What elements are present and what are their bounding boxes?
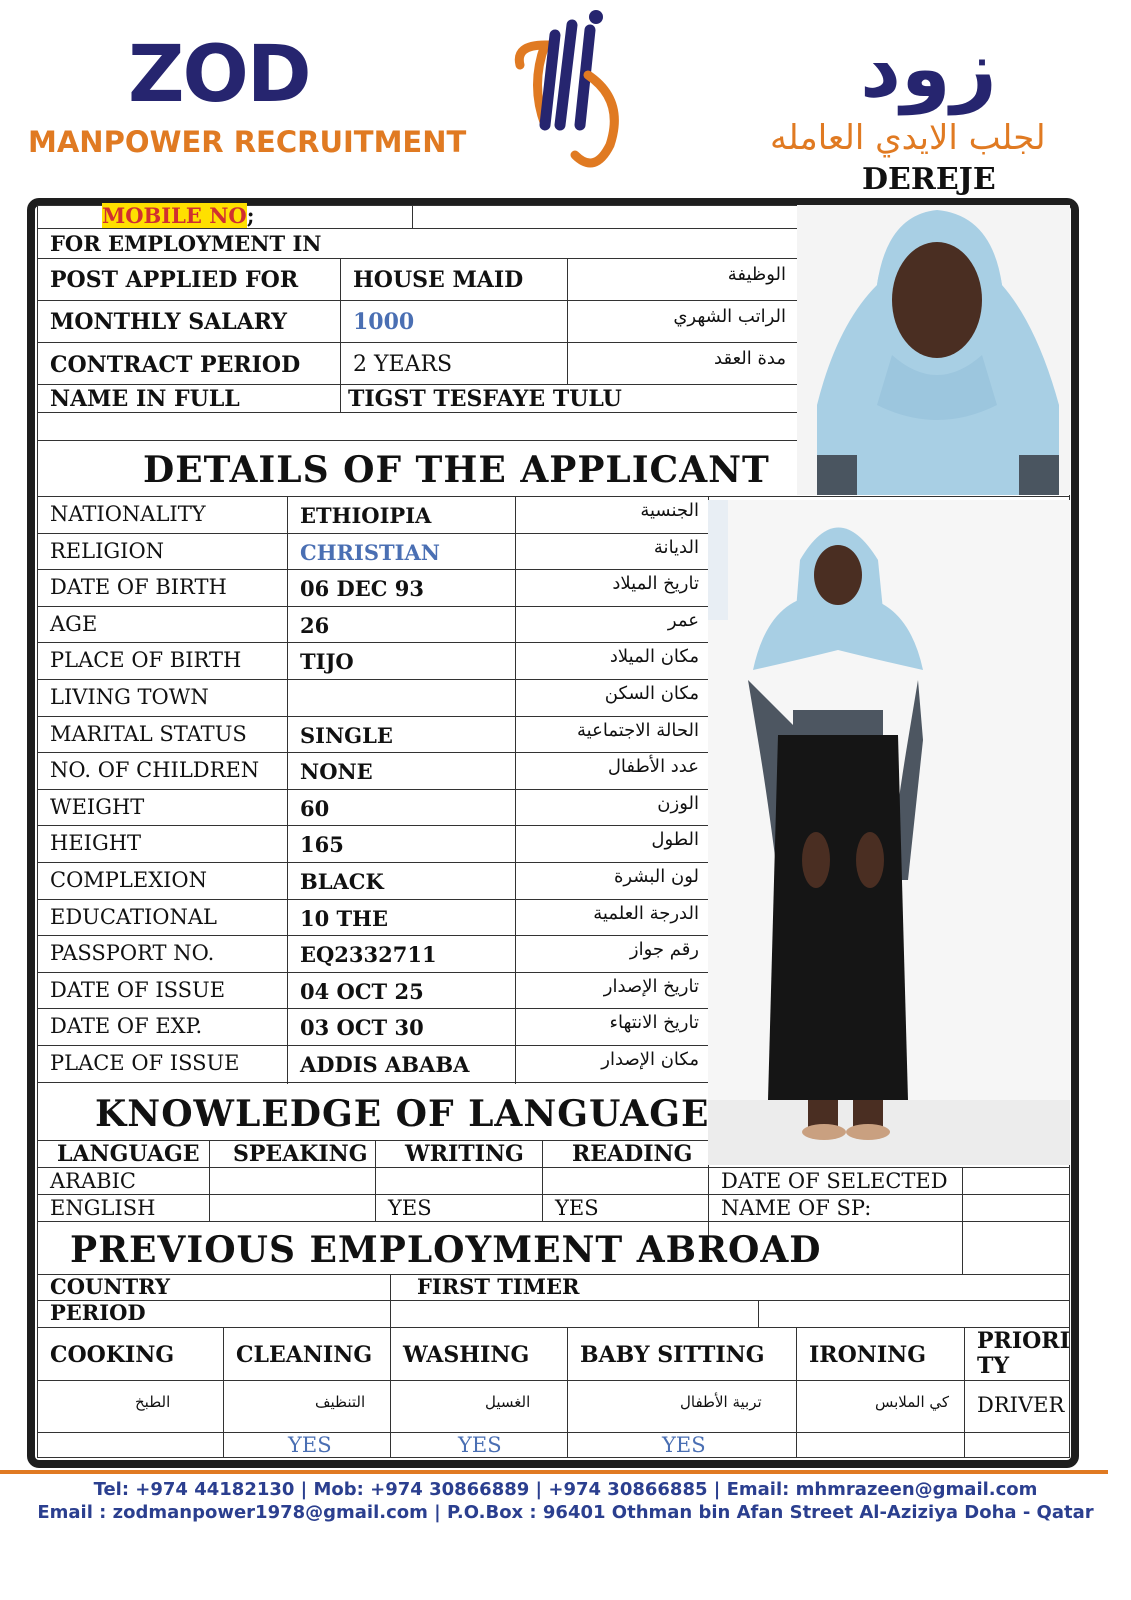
priority-label-1: PRIORI: [977, 1328, 1070, 1354]
detail-label: PASSPORT NO.: [50, 941, 215, 966]
lang-english: ENGLISH: [50, 1196, 156, 1220]
detail-label-ar: مكان الميلاد: [609, 646, 699, 668]
lang-arabic: ARABIC: [50, 1169, 136, 1193]
detail-label: PLACE OF BIRTH: [50, 648, 242, 673]
portrait-photo: [797, 205, 1070, 495]
detail-value: CHRISTIAN: [300, 539, 440, 565]
skill-ironing: IRONING: [809, 1342, 927, 1368]
footer-contact-line: Tel: +974 44182130 | Mob: +974 30866889 | +974 30866885 | Email: mhmrazeen@gmail.com: [93, 1479, 1038, 1500]
detail-label: RELIGION: [50, 538, 165, 563]
skill-washing: WASHING: [403, 1342, 530, 1368]
detail-label: NATIONALITY: [50, 502, 206, 526]
brand-arabic-subtitle: لجلب الايدي العامله: [770, 118, 1046, 158]
detail-label: NO. OF CHILDREN: [50, 758, 260, 783]
detail-label-ar: تاريخ الإصدار: [603, 975, 699, 997]
country-value: FIRST TIMER: [417, 1274, 580, 1299]
company-logo-icon: [500, 5, 640, 175]
detail-label: WEIGHT: [50, 794, 145, 819]
detail-label-ar: عمر: [667, 609, 699, 631]
detail-label-ar: لون البشرة: [613, 866, 699, 887]
skill-ironing-ar: كي الملابس: [875, 1393, 950, 1411]
footer-divider: [0, 1470, 1108, 1474]
priority-value: DRIVER: [977, 1393, 1065, 1417]
detail-label-ar: الحالة الاجتماعية: [577, 719, 699, 741]
detail-label-ar: عدد الأطفال: [607, 756, 699, 778]
detail-label: DATE OF EXP.: [50, 1014, 203, 1039]
agent-name: DEREJE: [862, 162, 996, 197]
language-title: KNOWLEDGE OF LANGUAGE: [95, 1093, 710, 1135]
detail-value: EQ2332711: [300, 942, 437, 968]
priority-label-2: TY: [977, 1353, 1010, 1379]
detail-label-ar: الديانة: [653, 536, 699, 558]
skill-baby-sitting-ar: تربية الأطفال: [680, 1393, 762, 1411]
detail-label: DATE OF BIRTH: [50, 575, 227, 600]
detail-value: 03 OCT 30: [300, 1015, 424, 1041]
salary-label: MONTHLY SALARY: [50, 309, 288, 335]
contract-label: CONTRACT PERIOD: [50, 352, 301, 378]
detail-value: 26: [300, 612, 330, 638]
skill-cleaning-ar: التنظيف: [315, 1393, 366, 1411]
detail-label: PLACE OF ISSUE: [50, 1051, 240, 1075]
brand-subtitle: MANPOWER RECRUITMENT: [28, 125, 467, 159]
english-reading: YES: [555, 1196, 599, 1220]
skill-washing-ar: الغسيل: [485, 1393, 531, 1411]
detail-label-ar: مكان السكن: [604, 683, 699, 704]
detail-value: 165: [300, 832, 344, 858]
detail-label: DATE OF ISSUE: [50, 977, 226, 1002]
detail-label-ar: الطول: [651, 829, 699, 851]
detail-label-ar: الدرجة العلمية: [593, 902, 699, 924]
skill-cooking-ar: الطبخ: [135, 1393, 171, 1411]
detail-label: AGE: [50, 611, 98, 636]
baby-sitting-yes: YES: [662, 1433, 706, 1457]
name-label: NAME IN FULL: [50, 386, 240, 412]
detail-value: 06 DEC 93: [300, 576, 425, 602]
mobile-label: MOBILE NO;: [102, 203, 255, 228]
detail-value: ETHIOIPIA: [300, 503, 432, 528]
name-sp-label: NAME OF SP:: [721, 1196, 872, 1220]
previous-title: PREVIOUS EMPLOYMENT ABROAD: [70, 1229, 822, 1271]
skill-baby-sitting: BABY SITTING: [580, 1342, 765, 1368]
full-body-photo: [708, 500, 1070, 1165]
detail-label-ar: الوزن: [657, 792, 699, 814]
detail-value: ADDIS ABABA: [300, 1052, 470, 1077]
period-label: PERIOD: [50, 1300, 146, 1325]
skill-cooking: COOKING: [50, 1342, 175, 1368]
country-label: COUNTRY: [50, 1274, 170, 1299]
detail-value: BLACK: [300, 869, 384, 894]
post-applied-label: POST APPLIED FOR: [50, 267, 299, 293]
detail-value: 60: [300, 795, 330, 821]
detail-label: LIVING TOWN: [50, 685, 209, 709]
lang-header-language: LANGUAGE: [57, 1141, 200, 1167]
contract-value: 2 YEARS: [353, 352, 453, 377]
washing-yes: YES: [458, 1433, 502, 1457]
detail-value: NONE: [300, 759, 373, 785]
detail-label: COMPLEXION: [50, 868, 208, 892]
details-title: DETAILS OF THE APPLICANT: [143, 449, 770, 491]
salary-ar: الراتب الشهري: [673, 306, 786, 327]
detail-value: SINGLE: [300, 722, 393, 748]
salary-value: 1000: [353, 309, 415, 335]
lang-header-writing: WRITING: [405, 1141, 524, 1167]
name-value: TIGST TESFAYE TULU: [348, 386, 622, 412]
detail-label: EDUCATIONAL: [50, 904, 217, 929]
detail-label: HEIGHT: [50, 831, 142, 856]
brand-arabic: زود: [860, 22, 997, 115]
post-applied-ar: الوظيفة: [727, 264, 786, 285]
detail-label-ar: تاريخ الانتهاء: [609, 1012, 699, 1034]
detail-label-ar: مكان الإصدار: [601, 1049, 699, 1070]
cleaning-yes: YES: [288, 1433, 332, 1457]
detail-label-ar: الجنسية: [640, 500, 699, 521]
lang-header-speaking: SPEAKING: [233, 1141, 368, 1167]
detail-value: 04 OCT 25: [300, 978, 424, 1004]
detail-value: TIJO: [300, 649, 354, 675]
lang-header-reading: READING: [572, 1141, 693, 1167]
footer-address-line: Email : zodmanpower1978@gmail.com | P.O.Box : 96401 Othman bin Afan Street Al-Aziziya Doha - Qatar: [37, 1502, 1094, 1523]
employment-in-label: FOR EMPLOYMENT IN: [50, 231, 322, 256]
date-selected-label: DATE OF SELECTED: [721, 1169, 948, 1193]
detail-label-ar: تاريخ الميلاد: [612, 573, 699, 595]
skill-cleaning: CLEANING: [236, 1342, 373, 1368]
contract-ar: مدة العقد: [714, 348, 786, 369]
post-applied-value: HOUSE MAID: [353, 267, 524, 293]
english-writing: YES: [388, 1196, 432, 1220]
detail-label: MARITAL STATUS: [50, 721, 247, 746]
brand-logo-text: ZOD: [128, 30, 310, 120]
detail-label-ar: رقم جواز: [629, 939, 699, 961]
detail-value: 10 THE: [300, 905, 389, 931]
